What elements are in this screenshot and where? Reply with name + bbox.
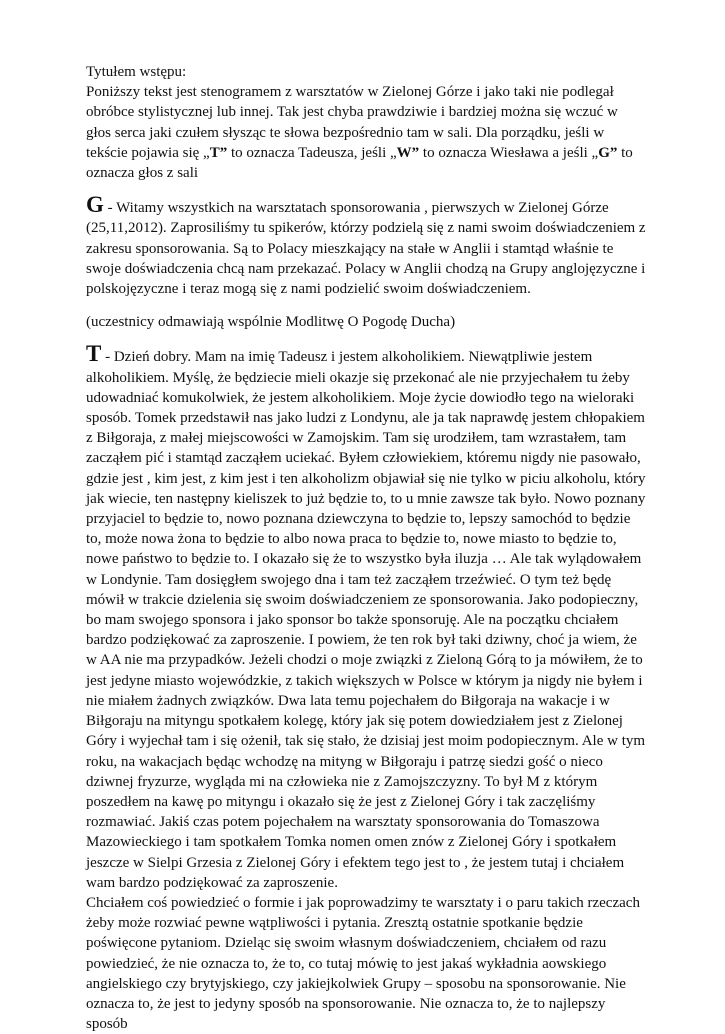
prayer-note: (uczestnicy odmawiają wspólnie Modlitwę O Pogodę Ducha) bbox=[86, 314, 456, 331]
intro-title: Tytułem wstępu: bbox=[86, 64, 187, 80]
g-paragraph-text: - Witamy wszystkich na warsztatach sponsorowania , pierwszych w Zielonej Górze (25,11,2012). Zaprosiliśmy tu spikerów, którzy podzielą się z nami swoim doświadczeniem z zakresu sponsorowania. Są to Polacy mieszkający na stałe w Anglii i stamtąd właśnie te swoje doświadczenia chcą nam przekazać. Polacy w Anglii chodzą na Grupy anglojęzyczne i polskojęzyczne i teraz mogą się z nami podzielić swoim doświadczeniem. bbox=[86, 200, 646, 298]
intro-text-before-t: Poniższy tekst jest stenogramem z warsztatów w Zielonej Górze i jako taki nie podlegał obróbce stylistycznej lub innej. Tak jest chyba prawdziwie i bardziej można się wczuć w głos serca jaki czułem słysząc te słowa bezpośrednio tam w sali. Dla porządku, jeśli w tekście pojawia się „ bbox=[86, 84, 618, 161]
intro-text-end: to oznacza głos z sali bbox=[86, 144, 633, 182]
spacer bbox=[86, 183, 646, 196]
speaker-marker-w: W” bbox=[396, 144, 420, 161]
intro-text-before-g: to oznacza Wiesława a jeśli „ bbox=[419, 144, 599, 161]
document-page bbox=[86, 62, 646, 1034]
speaker-letter-t: T bbox=[86, 341, 102, 367]
speaker-marker-t: T” bbox=[209, 144, 228, 161]
intro-paragraph bbox=[86, 62, 646, 183]
closing-paragraph: Chciałem coś powiedzieć o formie i jak poprowadzimy te warsztaty i o paru takich rzeczach żeby może rozwiać pewne wątpliwości i pytania. Zresztą ostatnie spotkanie będzie poświęcone pytaniom. Dzieląc się swoim własnym doświadczeniem, chciałem od razu powiedzieć, że nie oznacza to, że to, co tutaj mówię to jest jakaś wykładnia aowskiego angielskiego czy brytyjskiego, czy jakiejkolwiek Grupy – sposobu na sponsorowanie. Nie oznacza to, że jest to jedyny sposób na sponsorowanie. Nie oznacza to, że to najlepszy sposób bbox=[86, 894, 640, 1033]
intro-text-before-w: to oznacza Tadeusza, jeśli „ bbox=[227, 144, 397, 161]
t-paragraph-text: - Dzień dobry. Mam na imię Tadeusz i jestem alkoholikiem. Niewątpliwie jestem alkoholikiem. Myślę, że będziecie mieli okazje się przekonać ale nie przyjechałem tu żeby udowadniać komukolwiek, że jestem alkoholikiem. Moje życie dowiodło tego na wieloraki sposób. Tomek przedstawił nas jako ludzi z Londynu, ale ja tak naprawdę jestem chłopakiem z Biłgoraja, z małej miejscowości w Zamojskim. Tam się urodziłem, tam wzrastałem, tam zacząłem pić i stamtąd zacząłem uciekać. Byłem człowiekiem, któremu nigdy nie pasowało, gdzie jest , kim jest, z kim jest i ten alkoholizm objawiał się nie tylko w piciu alkoholu, który jak wiecie, ten następny kieliszek to już będzie to, to u mnie zawsze tak było. Nowo poznany przyjaciel to będzie to, nowo poznana dziewczyna to będzie to, lepszy samochód to będzie to, może nowa żona to będzie to albo nowa praca to będzie to, nowe miasto to będzie to, nowe państwo to będzie to. I okazało się że to wszystko była iluzja … Ale tak wylądowałem w Londynie. Tam dosięgłem swojego dna i tam też zacząłem trzeźwieć. O tym też będę mówił w trakcie dzielenia się swoim doświadczeniem ze sponsorowania. Jako podopieczny, bo mam swojego sponsora i jako sponsor bo także sponsoruję. Ale na początku chciałem bardzo podziękować za zaproszenie. I powiem, że ten rok był taki dziwny, choć ja wiem, że w AA nie ma przypadków. Jeżeli chodzi o moje związki z Zieloną Górą to ja mówiłem, że to jest jedyne miasto wojewódzkie, z takich większych w Polsce w którym ja nigdy nie byłem i nie miałem żadnych związków. Dwa lata temu pojechałem do Biłgoraja na wakacje i w Biłgoraju na mityngu spotkałem kolegę, który jak się potem dowiedziałem jest z Zielonej Góry i wyjechał tam i się ożenił, tak się stało, że dzisiaj jest moim podopiecznym. Ale w tym roku, na wakacjach będąc wchodzę na mityng w Biłgoraju i patrzę siedzi gość o nieco dziwnej fryzurze, wygląda mi na człowieka nie z Zamojszczyzny. To był M z którym poszedłem na kawę po mityngu i okazało się że jest z Zielonej Góry i tak zaczęliśmy rozmawiać. Jakiś czas potem pojechałem na warsztaty sponsorowania do Tomaszowa Mazowieckiego i tam spotkałem Tomka nomen omen znów z Zielonej Góry i spotkałem jeszcze w Sielpi Grzesia z Zielonej Góry i efektem tego jest to , że jestem tutaj i chciałem wam bardzo podziękować za zaproszenie. bbox=[86, 349, 646, 891]
spacer bbox=[86, 332, 646, 345]
t-paragraph bbox=[86, 341, 646, 892]
spacer bbox=[86, 299, 646, 312]
speaker-marker-g: G” bbox=[598, 144, 618, 161]
g-paragraph bbox=[86, 192, 646, 299]
speaker-letter-g: G bbox=[86, 192, 104, 218]
